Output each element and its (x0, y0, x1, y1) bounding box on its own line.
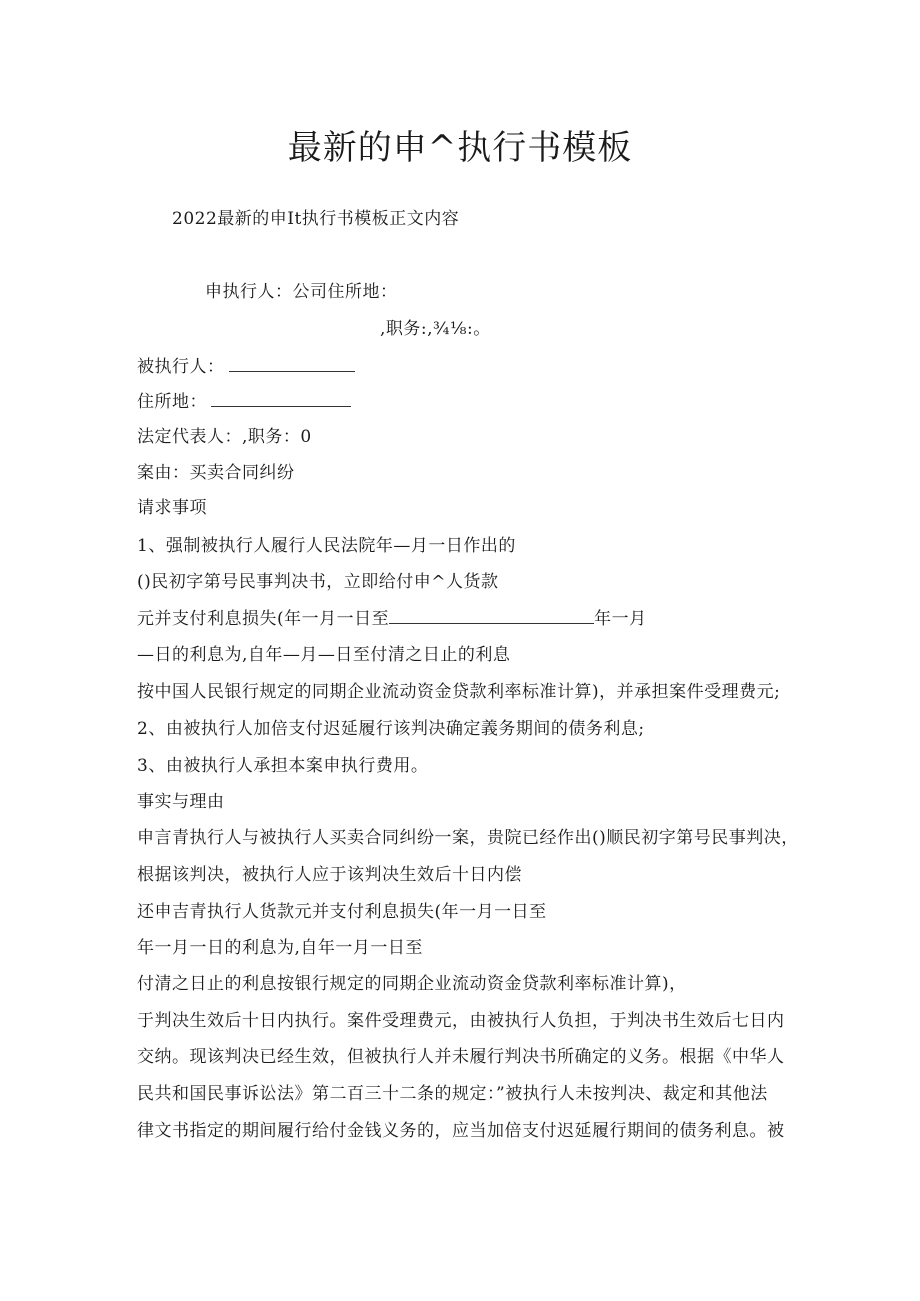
position-line: ,职务:,¾⅛:。 (380, 319, 491, 339)
claim1-line-d: —日的利息为,自年—月—日至付清之日止的利息 (137, 645, 511, 665)
facts-line: 律文书指定的期间履行给付金钱义务的，应当加倍支付迟延履行期间的债务利息。被 (137, 1121, 785, 1141)
respondent-line (137, 355, 355, 378)
legal-representative-line: 法定代表人：,职务：0 (137, 427, 312, 447)
facts-heading: 事实与理由 (137, 792, 225, 812)
claim1-line-c-start: 元并支付利息损失(年一月一日至 (137, 609, 390, 629)
facts-line: 交纳。现该判决已经生效，但被执行人并未履行判决书所确定的义务。根据《中华人 (137, 1047, 785, 1067)
facts-line: 根据该判决，被执行人应于该判决生效后十日内偿 (137, 865, 522, 885)
claim1-line-e: 按中国人民银行规定的同期企业流动资金贷款利率标准计算)，并承担案件受理费元; (137, 682, 781, 702)
claims-heading: 请求事项 (137, 498, 207, 518)
applicant-line: 申执行人：公司住所地： (205, 282, 398, 302)
claim1-line-b: ()民初字第号民事判决书，立即给付申^人货款 (137, 572, 499, 592)
case-cause-line: 案由：买卖合同纠纷 (137, 463, 295, 483)
facts-line: 年一月一日的利息为,自年一月一日至 (137, 938, 423, 958)
document-subtitle: 2022最新的申It执行书模板正文内容 (172, 209, 460, 229)
document-title: 最新的申^执行书模板 (287, 128, 633, 168)
facts-line: 还申吉青执行人货款元并支付利息损失(年一月一日至 (137, 902, 547, 922)
address-label: 住所地： (137, 392, 207, 412)
date-blank (389, 607, 594, 624)
facts-line: 民共和国民事诉讼法》第二百三十二条的规定：”被执行人未按判决、裁定和其他法 (137, 1084, 768, 1104)
address-line (137, 390, 351, 413)
claim1-line-a: 1、强制被执行人履行人民法院年—月一日作出的 (137, 536, 516, 556)
address-blank (211, 390, 351, 407)
claim1-line-c (137, 607, 647, 630)
facts-line: 申言青执行人与被执行人买卖合同纠纷一案，贵院已经作出()顺民初字第号民事判决， (137, 828, 799, 848)
respondent-blank (229, 355, 355, 372)
claim3-line: 3、由被执行人承担本案申执行费用。 (137, 756, 429, 776)
facts-line: 付清之日止的利息按银行规定的同期企业流动资金贷款利率标准计算)， (137, 974, 687, 994)
facts-line: 于判决生效后十日内执行。案件受理费元，由被执行人负担，于判决书生效后七日内 (137, 1011, 785, 1031)
respondent-label: 被执行人： (137, 357, 225, 377)
claim1-line-c-end: 年一月 (594, 609, 647, 629)
claim2-line: 2、由被执行人加倍支付迟延履行该判决确定義务期间的债务利息; (137, 719, 645, 739)
